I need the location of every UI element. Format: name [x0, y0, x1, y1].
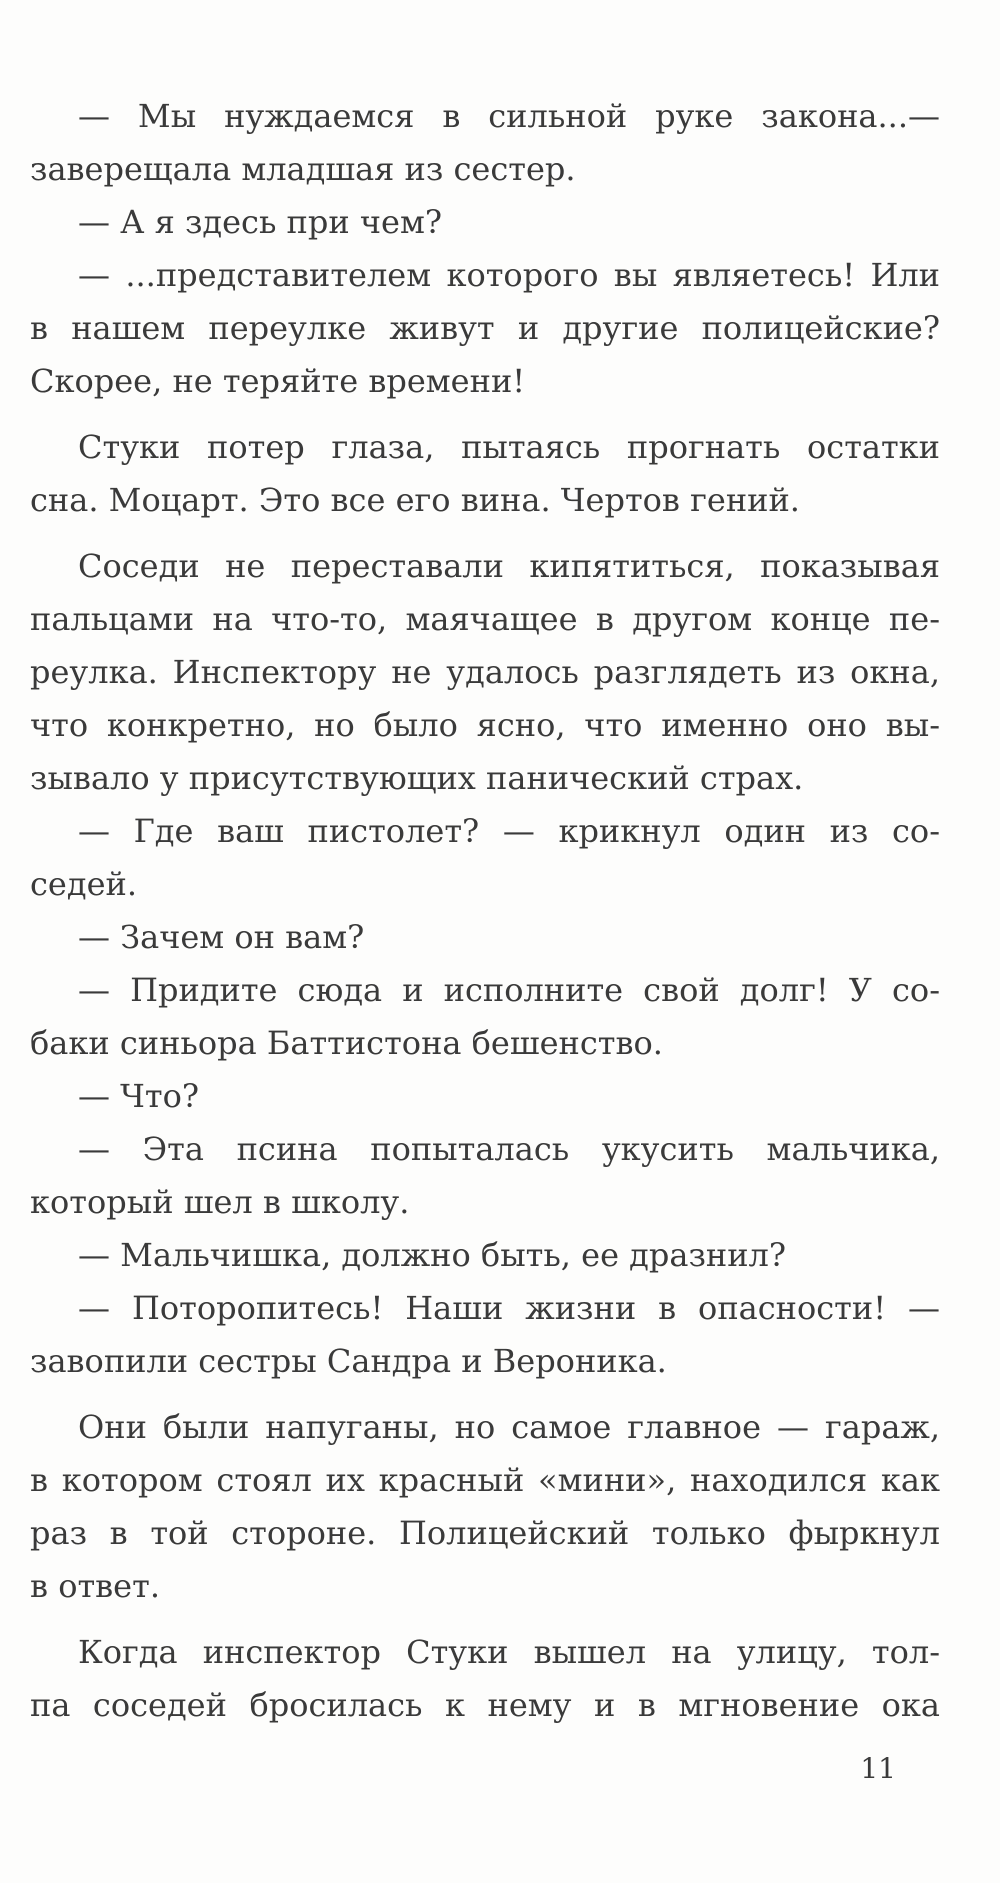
- text-line: баки синьора Баттистона бешенство.: [30, 1024, 663, 1062]
- text-line: Когда инспектор Стуки вышел на улицу, тол-: [78, 1633, 940, 1671]
- text-line: — Мальчишка, должно быть, ее дразнил?: [78, 1236, 787, 1274]
- text-line: — Мы нуждаемся в сильной руке закона...—: [78, 97, 940, 135]
- text-line: Скорее, не теряйте времени!: [30, 362, 526, 400]
- text-line: — Где ваш пистолет? — крикнул один из со-: [78, 812, 940, 850]
- text-line: заверещала младшая из сестер.: [30, 150, 576, 188]
- text-line: сна. Моцарт. Это все его вина. Чертов гений.: [30, 481, 800, 519]
- text-line: пальцами на что-то, маячащее в другом конце пе-: [30, 600, 940, 638]
- text-line: в ответ.: [30, 1567, 160, 1605]
- text-line: который шел в школу.: [30, 1183, 410, 1221]
- text-line: завопили сестры Сандра и Вероника.: [30, 1342, 667, 1380]
- text-line: раз в той стороне. Полицейский только фыркнул: [30, 1514, 940, 1552]
- text-line: — Поторопитесь! Наши жизни в опасности! —: [78, 1289, 940, 1327]
- text-line: — Придите сюда и исполните свой долг! У со-: [78, 971, 940, 1009]
- text-line: Стуки потер глаза, пытаясь прогнать остатки: [78, 428, 940, 466]
- text-line: Они были напуганы, но самое главное — гараж,: [78, 1408, 940, 1446]
- text-line: — А я здесь при чем?: [78, 203, 442, 241]
- text-line: — Что?: [78, 1077, 200, 1115]
- text-line: седей.: [30, 865, 137, 903]
- text-line: Соседи не переставали кипятиться, показывая: [78, 547, 940, 585]
- text-line: в котором стоял их красный «мини», находился как: [30, 1461, 940, 1499]
- body-text: [30, 90, 940, 1732]
- text-line: что конкретно, но было ясно, что именно оно вы-: [30, 706, 940, 744]
- text-line: — Зачем он вам?: [78, 918, 365, 956]
- text-line: в нашем переулке живут и другие полицейские?: [30, 309, 940, 347]
- text-line: — ...представителем которого вы являетесь! Или: [78, 256, 940, 294]
- page-number: 11: [860, 1752, 896, 1785]
- text-line: зывало у присутствующих панический страх.: [30, 759, 804, 797]
- text-line: реулка. Инспектору не удалось разглядеть из окна,: [30, 653, 940, 691]
- text-line: — Эта псина попыталась укусить мальчика,: [78, 1130, 940, 1168]
- text-line: па соседей бросилась к нему и в мгновение ока: [30, 1686, 940, 1724]
